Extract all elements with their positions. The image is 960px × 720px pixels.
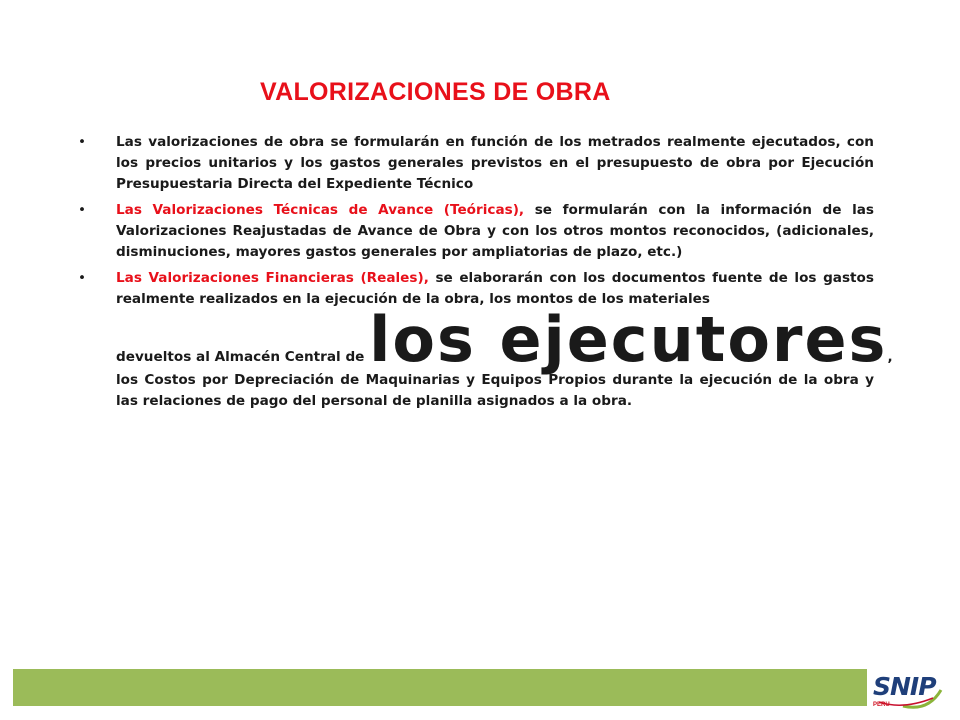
item-highlight: Las Valorizaciones Financieras (Reales), xyxy=(116,270,429,286)
big-text: los ejecutores xyxy=(369,303,888,376)
bullet-icon: • xyxy=(78,270,87,286)
logo-subtext: PERU xyxy=(873,702,890,708)
item-highlight: Las Valorizaciones Técnicas de Avance (Teóricas), xyxy=(116,202,525,218)
logo-text: SNIP xyxy=(873,672,936,701)
item-text: devueltos al Almacén Central de xyxy=(116,349,370,365)
list-item xyxy=(78,200,874,263)
item-text-continued: los Costos por Depreciación de Maquinarias y Equipos Propios durante la ejecución de la obra y las relaciones de pago del personal de planilla asignados a la obra. xyxy=(116,372,874,409)
bullet-icon: • xyxy=(78,202,87,218)
snip-logo xyxy=(873,668,943,712)
bullet-icon: • xyxy=(78,134,87,150)
bullet-list xyxy=(78,132,893,417)
item-text: se elaborarán con los documentos fuente de los gastos realmente realizados en la ejecución de la obra, los montos de los materiales xyxy=(116,270,874,307)
slide-title: VALORIZACIONES DE OBRA xyxy=(260,78,611,106)
list-item xyxy=(78,268,893,412)
big-text-line xyxy=(116,303,893,376)
comma: , xyxy=(887,349,893,365)
item-text: se formularán con la información de las Valorizaciones Reajustadas de Avance de Obra y con los otros montos reconocidos, (adicionales, disminuciones, mayores gastos generales por ampliatorias de plazo, etc.) xyxy=(116,202,874,260)
footer-bar xyxy=(13,669,867,706)
list-item xyxy=(78,132,874,195)
item-text: Las valorizaciones de obra se formularán en función de los metrados realmente ejecutados, con los precios unitarios y los gastos generales previstos en el presupuesto de obra por Ejecución Presupuestaria Directa del Expediente Técnico xyxy=(116,134,874,192)
